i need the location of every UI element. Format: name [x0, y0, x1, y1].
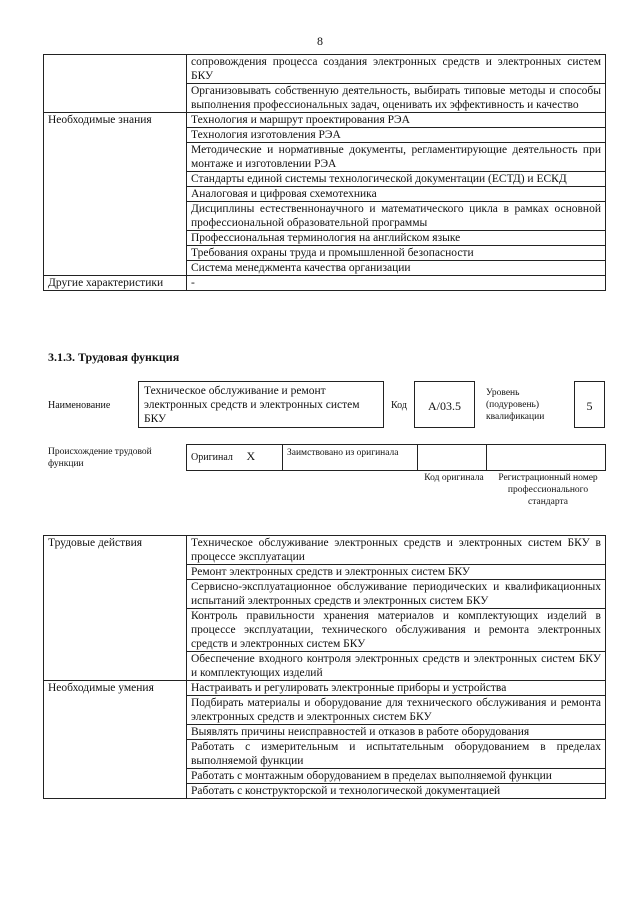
table-row: [44, 276, 606, 291]
row-label-knowledge: Необходимые знания: [44, 113, 187, 276]
original-code-cell: [418, 445, 487, 471]
registration-caption: Регистрационный номер профессионального стандарта: [498, 473, 598, 507]
name-label: Наименование: [48, 400, 111, 411]
table-cell: Работать с измерительным и испытательным оборудованием в пределах выполняемой функции: [187, 740, 606, 769]
table-cell: Методические и нормативные документы, регламентирующие деятельность при монтаже и изготовлении РЭА: [187, 143, 606, 172]
level-label: Уровень (подуровень) квалификации: [486, 388, 545, 422]
table-row: [44, 536, 606, 565]
function-code: А/03.5: [428, 399, 461, 413]
table-cell: Ремонт электронных средств и электронных систем БКУ: [187, 565, 606, 580]
table-cell: Выявлять причины неисправностей и отказов в работе оборудования: [187, 725, 606, 740]
labor-actions-table: [43, 535, 606, 799]
table-cell: Профессиональная терминология на английском языке: [187, 231, 606, 246]
qualification-level: 5: [586, 399, 593, 413]
borrowed-label: Заимствовано из оригинала: [283, 445, 418, 471]
row-label: [44, 55, 187, 113]
table-cell: Дисциплины естественнонаучного и математического цикла в рамках основной профессиональной образовательной программы: [187, 202, 606, 231]
table-cell: Технология и маршрут проектирования РЭА: [187, 113, 606, 128]
table-cell: Работать с конструкторской и технологической документацией: [187, 784, 606, 799]
table-cell: Организовывать собственную деятельность, выбирать типовые методы и способы выполнения профессиональных задач, оценивать их эффективность и качество: [187, 84, 606, 113]
registration-number-cell: [487, 445, 606, 471]
table-cell: Стандарты единой системы технологической документации (ЕСТД) и ЕСКД: [187, 172, 606, 187]
level-value-box: [574, 381, 605, 428]
row-label-labor-actions: Трудовые действия: [44, 536, 187, 681]
origin-label: Происхождение трудовой функции: [48, 447, 152, 469]
table-cell: -: [187, 276, 606, 291]
row-label-other: Другие характеристики: [44, 276, 187, 291]
function-name: Техническое обслуживание и ремонт электронных средств и электронных систем БКУ: [144, 385, 360, 425]
table-cell: Обеспечение входного контроля электронных средств и электронных систем БКУ и комплектующих изделий: [187, 652, 606, 681]
code-value-box: [414, 381, 475, 428]
table-cell: Работать с монтажным оборудованием в пределах выполняемой функции: [187, 769, 606, 784]
table-row: [44, 681, 606, 696]
table-cell: Сервисно-эксплуатационное обслуживание периодических и квалификационных испытаний электронных средств и электронных систем БКУ: [187, 580, 606, 609]
code-caption: Код оригинала: [424, 473, 484, 483]
page-number: 8: [317, 34, 323, 48]
code-label: Код: [391, 400, 407, 411]
table-cell: Контроль правильности хранения материалов и комплектующих изделий в процессе эксплуатации, технического обслуживания и ремонта электронных средств и электронных систем БКУ: [187, 609, 606, 652]
table-cell: Система менеджмента качества организации: [187, 261, 606, 276]
table-cell: Техническое обслуживание электронных средств и электронных систем БКУ в процессе эксплуатации: [187, 536, 606, 565]
table-cell: Технология изготовления РЭА: [187, 128, 606, 143]
table-row: [44, 113, 606, 128]
table-cell: сопровождения процесса создания электронных средств и электронных систем БКУ: [187, 55, 606, 84]
original-mark: X: [243, 445, 283, 471]
origin-table: [186, 444, 606, 471]
row-label-skills: Необходимые умения: [44, 681, 187, 799]
top-requirements-table: [43, 54, 606, 291]
table-cell: Аналоговая и цифровая схемотехника: [187, 187, 606, 202]
table-cell: Настраивать и регулировать электронные приборы и устройства: [187, 681, 606, 696]
original-label: Оригинал: [187, 445, 243, 471]
table-cell: Подбирать материалы и оборудование для технического обслуживания и ремонта электронных средств и электронных систем БКУ: [187, 696, 606, 725]
name-value-box: [138, 381, 384, 428]
section-heading: 3.1.3. Трудовая функция: [48, 350, 180, 364]
table-row: [44, 55, 606, 84]
table-cell: Требования охраны труда и промышленной безопасности: [187, 246, 606, 261]
